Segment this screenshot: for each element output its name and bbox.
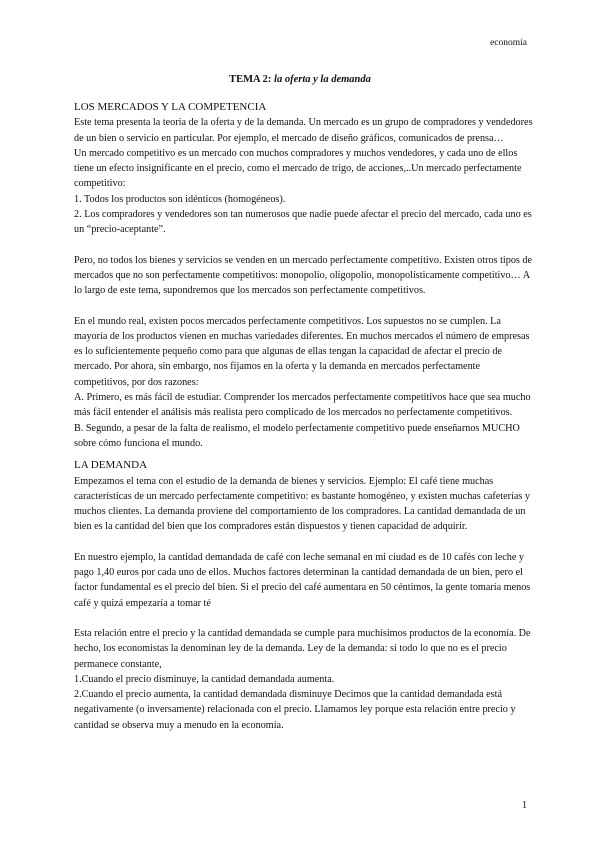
list-item: 1. Todos los productos son idénticos (homogéneos).: [74, 193, 286, 205]
document-body: [74, 100, 534, 733]
section-heading-demanda: LA DEMANDA: [74, 459, 148, 472]
document-title: [0, 74, 600, 85]
header-subject: economía: [490, 38, 527, 48]
paragraph: Pero, no todos los bienes y servicios se venden en un mercado perfectamente competitivo. Existen otros tipos de mercados que no son perfectamente competitivos: monopolio, oligopolio, monopolísticamente competitivo… A lo largo de este tema, supondremos que los mercados son perfectamente competitivos.: [74, 254, 533, 297]
title-emphasis: la oferta y la demanda: [274, 74, 371, 85]
list-item: B. Segundo, a pesar de la falta de realismo, el modelo perfectamente competitivo puede enseñarnos MUCHO sobre cómo funciona el mundo.: [74, 422, 520, 449]
page-number: 1: [522, 800, 527, 811]
section-heading-mercados: LOS MERCADOS Y LA COMPETENCIA: [74, 101, 267, 113]
list-item: A. Primero, es más fácil de estudiar. Comprender los mercados perfectamente competitivos hace que sea mucho más fácil entender el análisis más realista pero complicado de los mercados no perfectamente competitivos.: [74, 392, 531, 419]
paragraph: En nuestro ejemplo, la cantidad demandada de café con leche semanal en mi ciudad es de 10 cafés con leche y pago 1,40 euros por cada uno de ellos. Muchos factores determinan la cantidad demandada de un bien, pero el factor fundamental es el precio del bien. Si el precio del café aumentara en 50 céntimos, la gente tomaría menos café y quizá empezaría a tomar té: [74, 551, 531, 609]
list-item: 2.Cuando el precio aumenta, la cantidad demandada disminuye Decimos que la cantidad demandada está negativamente (o inversamente) relacionada con el precio. Llamamos ley porque esta relación entre precio y cantidad se observa muy a menudo en la economía.: [74, 689, 516, 731]
list-item: 1.Cuando el precio disminuye, la cantidad demandada aumenta.: [74, 673, 335, 685]
paragraph: Empezamos el tema con el estudio de la demanda de bienes y servicios. Ejemplo: El café tiene muchas características de un mercado perfectamente competitivo: es bastante homogéneo, y existen muchas cafeterías y muchos clientes. La demanda proviene del comportamiento de los compradores. La cantidad demandada de un bien es la cantidad del bien que los compradores están dispuestos y tienen capacidad de adquirir.: [74, 475, 530, 533]
paragraph: Un mercado competitivo es un mercado con muchos compradores y muchos vendedores, y cada uno de ellos tiene un efecto insignificante en el precio, como el mercado de trigo, de acciones,..Un mercado perfectamente competitivo:: [74, 147, 522, 190]
paragraph: Este tema presenta la teoría de la oferta y de la demanda. Un mercado es un grupo de compradores y vendedores de un bien o servicio en particular. Por ejemplo, el mercado de diseño gráficos, comunicados de prensa…: [74, 117, 533, 144]
title-prefix: TEMA 2:: [229, 74, 275, 85]
paragraph: En el mundo real, existen pocos mercados perfectamente competitivos. Los supuestos no se cumplen. La mayoría de los productos vienen en muchas variedades diferentes. En muchos mercados el número de empresas es lo suficientemente pequeño como para que algunas de ellas tengan la capacidad de afectar el precio de mercado. Por ahora, sin embargo, nos fijamos en la oferta y la demanda en mercados perfectamente competitivos, por dos razones:: [74, 315, 530, 388]
paragraph: Esta relación entre el precio y la cantidad demandada se cumple para muchísimos productos de la economía. De hecho, los economistas la denominan ley de la demanda. Ley de la demanda: si todo lo que no es el precio permanece constante,: [74, 627, 531, 670]
list-item: 2. Los compradores y vendedores son tan numerosos que nadie puede afectar el precio del mercado, cada uno es un “precio-aceptante”.: [74, 209, 532, 236]
